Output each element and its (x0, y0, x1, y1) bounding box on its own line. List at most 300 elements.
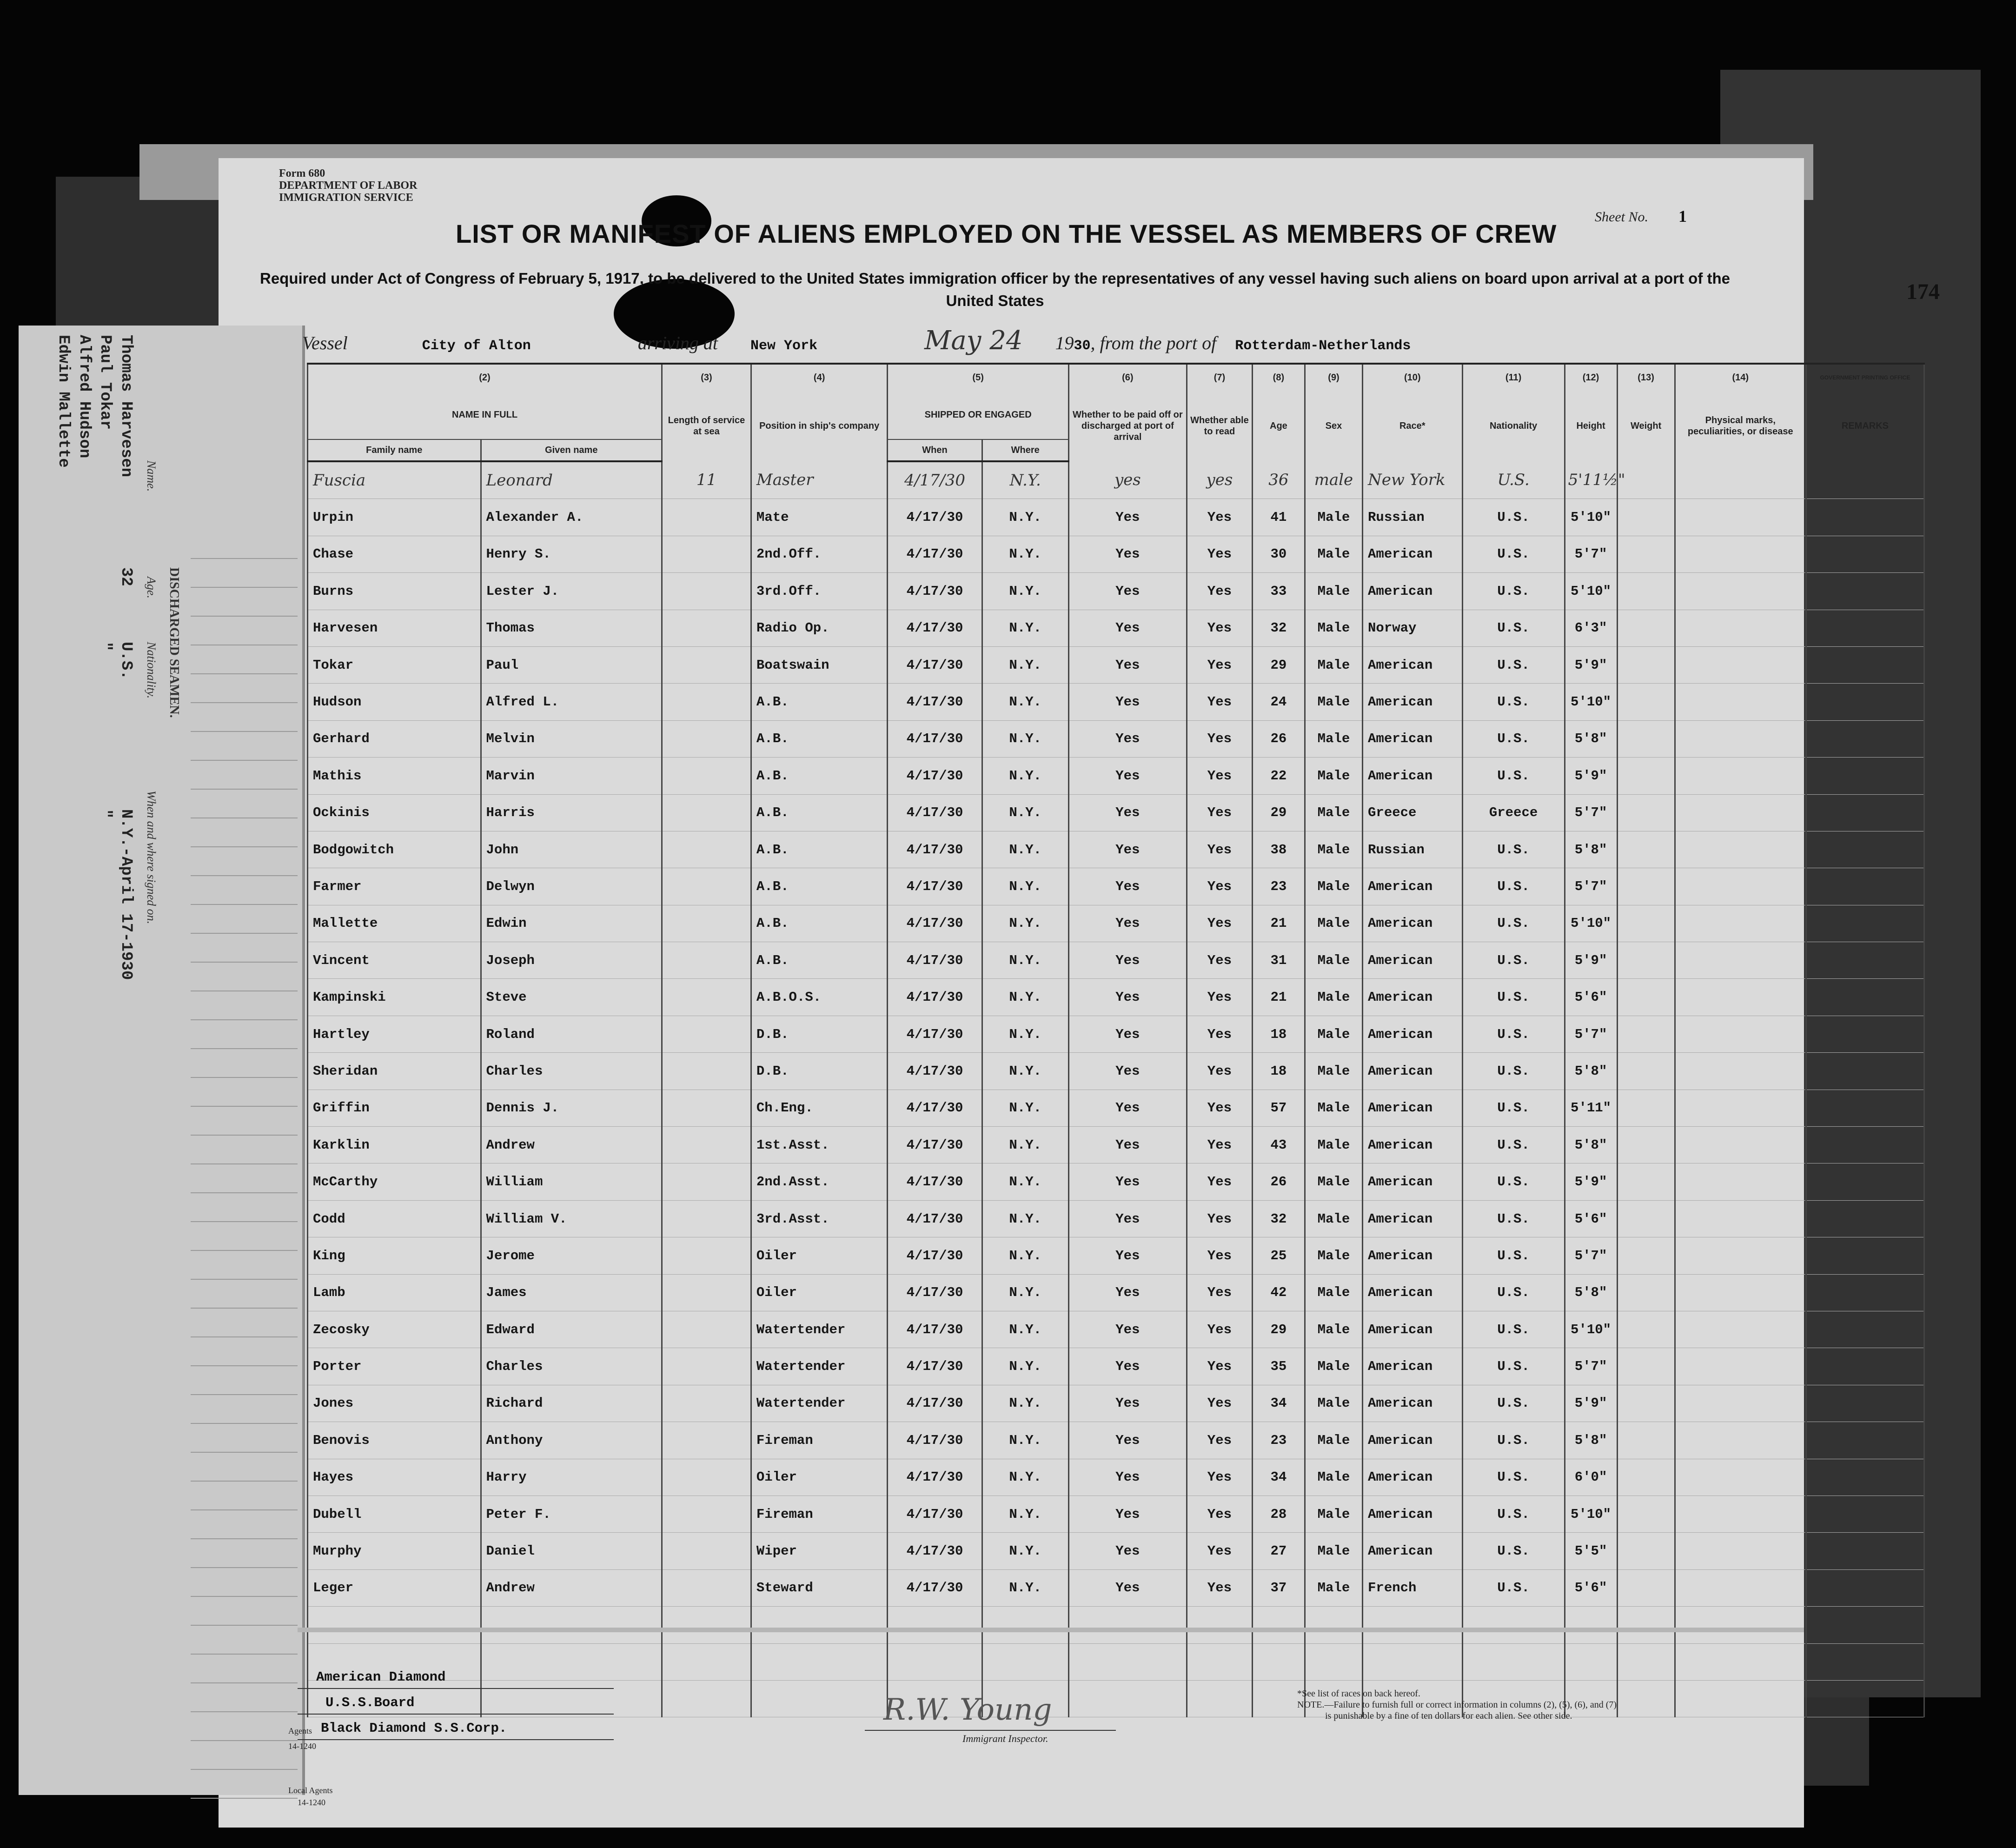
family-name-cell: Jones (308, 1385, 481, 1422)
gov-printing-office: GOVERNMENT PRINTING OFFICE (1806, 364, 1924, 390)
blank-cell (1068, 1680, 1187, 1717)
blank-cell (888, 1643, 982, 1680)
footer-line-3: Black Diamond S.S.Corp. (321, 1721, 507, 1736)
age-cell: 34 (1252, 1385, 1305, 1422)
header-shipped: SHIPPED OR ENGAGED (888, 390, 1068, 439)
crew-manifest-table (307, 363, 1925, 1717)
sex-cell: Male (1305, 610, 1362, 646)
family-name-cell: Kampinski (308, 979, 481, 1016)
blank-cell (1068, 1643, 1187, 1680)
service-cell (662, 1385, 751, 1422)
able-read-cell: Yes (1187, 758, 1252, 794)
sex-cell: Male (1305, 536, 1362, 572)
position-cell: Master (751, 461, 888, 499)
paid-off-cell: Yes (1068, 1569, 1187, 1606)
slip-name-4: Edwin Mallette (54, 335, 72, 468)
slip-name-3: Alfred Hudson (75, 335, 93, 459)
age-cell: 23 (1252, 1422, 1305, 1459)
physical-marks-cell (1675, 1274, 1806, 1311)
race-cell: American (1363, 684, 1462, 720)
when-cell: 4/17/30 (888, 905, 982, 942)
remarks-cell (1806, 1422, 1924, 1459)
header-family-name: Family name (308, 439, 481, 461)
form-code: 14-1240 (288, 1742, 316, 1751)
age-cell: 30 (1252, 536, 1305, 572)
blank-cell (1252, 1643, 1305, 1680)
when-cell: 4/17/30 (888, 1237, 982, 1274)
year: 30 (1074, 338, 1091, 354)
family-name-cell: King (308, 1237, 481, 1274)
age-cell: 32 (1252, 1200, 1305, 1237)
paid-off-cell: Yes (1068, 1311, 1187, 1348)
remarks-cell (1806, 1016, 1924, 1052)
where-cell: N.Y. (982, 758, 1068, 794)
where-cell: N.Y. (982, 1274, 1068, 1311)
nationality-cell: U.S. (1462, 1311, 1565, 1348)
remarks-cell (1806, 905, 1924, 942)
nationality-cell: U.S. (1462, 684, 1565, 720)
footer-rule-2 (298, 1714, 614, 1715)
where-cell: N.Y. (982, 1127, 1068, 1163)
family-name-cell: Fuscia (308, 461, 481, 499)
page-title: LIST OR MANIFEST OF ALIENS EMPLOYED ON THE VESSEL AS MEMBERS OF CREW (456, 219, 1557, 248)
given-name-cell: Charles (481, 1053, 662, 1090)
age-cell: 57 (1252, 1090, 1305, 1126)
position-cell: A.B. (751, 942, 888, 979)
table-row (308, 1348, 1924, 1385)
service-cell (662, 1127, 751, 1163)
height-cell: 5'10" (1565, 499, 1617, 536)
race-cell: American (1363, 1090, 1462, 1126)
where-cell: N.Y. (982, 646, 1068, 683)
service-cell (662, 1090, 751, 1126)
height-cell: 6'0" (1565, 1459, 1617, 1496)
header-remarks: REMARKS (1806, 390, 1924, 461)
height-cell: 5'10" (1565, 573, 1617, 610)
sex-cell: Male (1305, 573, 1362, 610)
physical-marks-cell (1675, 1090, 1806, 1126)
table-row (308, 831, 1924, 868)
race-cell: American (1363, 1163, 1462, 1200)
physical-marks-cell (1675, 1163, 1806, 1200)
remarks-cell (1806, 1533, 1924, 1569)
blank-cell (982, 1643, 1068, 1680)
age-cell: 35 (1252, 1348, 1305, 1385)
position-cell: D.B. (751, 1053, 888, 1090)
service-cell (662, 905, 751, 942)
race-cell: American (1363, 1496, 1462, 1532)
service-cell (662, 831, 751, 868)
given-name-cell: James (481, 1274, 662, 1311)
paid-off-cell: Yes (1068, 1422, 1187, 1459)
given-name-cell: Henry S. (481, 536, 662, 572)
able-read-cell: Yes (1187, 646, 1252, 683)
physical-marks-cell (1675, 1385, 1806, 1422)
sex-cell: Male (1305, 831, 1362, 868)
position-cell: A.B. (751, 758, 888, 794)
note-line-1: NOTE.—Failure to furnish full or correct information in columns (2), (5), (6), and (7) (1297, 1700, 1617, 1710)
height-cell: 5'6" (1565, 1200, 1617, 1237)
paid-off-cell: Yes (1068, 1127, 1187, 1163)
age-cell: 37 (1252, 1569, 1305, 1606)
physical-marks-cell (1675, 1016, 1806, 1052)
slip-title: DISCHARGED SEAMEN. (167, 567, 181, 718)
table-row (308, 461, 1924, 499)
remarks-cell (1806, 794, 1924, 831)
family-name-cell: Benovis (308, 1422, 481, 1459)
sex-cell: Male (1305, 1163, 1362, 1200)
position-cell: A.B. (751, 794, 888, 831)
where-cell: N.Y. (982, 573, 1068, 610)
position-cell: Fireman (751, 1496, 888, 1532)
paid-off-cell: Yes (1068, 1053, 1187, 1090)
nationality-cell: U.S. (1462, 461, 1565, 499)
given-name-cell: Joseph (481, 942, 662, 979)
family-name-cell: Urpin (308, 499, 481, 536)
position-cell: Watertender (751, 1311, 888, 1348)
height-cell: 5'9" (1565, 758, 1617, 794)
service-cell (662, 758, 751, 794)
race-cell: American (1363, 1274, 1462, 1311)
height-cell: 5'7" (1565, 1016, 1617, 1052)
slip-nationality-1: U.S. (117, 642, 135, 680)
able-read-cell: Yes (1187, 610, 1252, 646)
sex-cell: Male (1305, 684, 1362, 720)
remarks-cell (1806, 1090, 1924, 1126)
weight-cell (1617, 1459, 1675, 1496)
sex-cell: Male (1305, 1127, 1362, 1163)
given-name-cell: Peter F. (481, 1496, 662, 1532)
family-name-cell: Murphy (308, 1533, 481, 1569)
footer-line-1: American Diamond (316, 1669, 446, 1685)
sex-cell: Male (1305, 1053, 1362, 1090)
able-read-cell: Yes (1187, 720, 1252, 757)
sex-cell: Male (1305, 1459, 1362, 1496)
height-cell: 5'9" (1565, 646, 1617, 683)
race-cell: American (1363, 1385, 1462, 1422)
sex-cell: Male (1305, 794, 1362, 831)
given-name-cell: Harry (481, 1459, 662, 1496)
service-cell (662, 1459, 751, 1496)
where-cell: N.Y. (982, 720, 1068, 757)
race-cell: American (1363, 1237, 1462, 1274)
given-name-cell: Thomas (481, 610, 662, 646)
able-read-cell: Yes (1187, 1200, 1252, 1237)
race-cell: French (1363, 1569, 1462, 1606)
paid-off-cell: Yes (1068, 1348, 1187, 1385)
height-cell: 5'7" (1565, 536, 1617, 572)
page-subtitle: Required under Act of Congress of February 5, 1917, to be delivered to the United States immigration officer by the representatives of any vessel having such aliens on board upon arrival at a port of the United States (259, 270, 1730, 309)
given-name-cell: Daniel (481, 1533, 662, 1569)
physical-marks-cell (1675, 1127, 1806, 1163)
position-cell: Oiler (751, 1237, 888, 1274)
physical-marks-cell (1675, 610, 1806, 646)
weight-cell (1617, 610, 1675, 646)
height-cell: 5'8" (1565, 1127, 1617, 1163)
remarks-cell (1806, 831, 1924, 868)
physical-marks-cell (1675, 794, 1806, 831)
where-cell: N.Y. (982, 1569, 1068, 1606)
when-cell: 4/17/30 (888, 1496, 982, 1532)
service-cell (662, 1348, 751, 1385)
remarks-cell (1806, 536, 1924, 572)
height-cell: 5'10" (1565, 684, 1617, 720)
height-cell: 5'9" (1565, 1385, 1617, 1422)
note-line-2: is punishable by a fine of ten dollars for each alien. See other side. (1325, 1711, 1572, 1721)
physical-marks-cell (1675, 1348, 1806, 1385)
sex-cell: Male (1305, 905, 1362, 942)
nationality-cell: U.S. (1462, 1200, 1565, 1237)
family-name-cell: Mathis (308, 758, 481, 794)
age-cell: 21 (1252, 905, 1305, 942)
position-cell: A.B. (751, 868, 888, 905)
col-num-3: (3) (662, 364, 751, 390)
race-cell: American (1363, 868, 1462, 905)
sex-cell: Male (1305, 1200, 1362, 1237)
given-name-cell: Edward (481, 1311, 662, 1348)
age-cell: 26 (1252, 720, 1305, 757)
weight-cell (1617, 1200, 1675, 1237)
race-cell: American (1363, 758, 1462, 794)
sex-cell: Male (1305, 758, 1362, 794)
weight-cell (1617, 794, 1675, 831)
nationality-cell: U.S. (1462, 1237, 1565, 1274)
remarks-cell (1806, 979, 1924, 1016)
age-cell: 31 (1252, 942, 1305, 979)
physical-marks-cell (1675, 1311, 1806, 1348)
race-cell: Greece (1363, 794, 1462, 831)
sex-cell: Male (1305, 1569, 1362, 1606)
age-cell: 24 (1252, 684, 1305, 720)
position-cell: Oiler (751, 1274, 888, 1311)
remarks-cell (1806, 1385, 1924, 1422)
physical-marks-cell (1675, 1422, 1806, 1459)
family-name-cell: Mallette (308, 905, 481, 942)
col-num-13: (13) (1617, 364, 1675, 390)
given-name-cell: Charles (481, 1348, 662, 1385)
physical-marks-cell (1675, 905, 1806, 942)
height-cell: 5'11" (1565, 1090, 1617, 1126)
weight-cell (1617, 573, 1675, 610)
where-cell: N.Y. (982, 1200, 1068, 1237)
local-agents-label: Local Agents (288, 1786, 333, 1795)
sex-cell: Male (1305, 1496, 1362, 1532)
race-cell: American (1363, 1533, 1462, 1569)
age-cell: 25 (1252, 1237, 1305, 1274)
where-cell: N.Y. (982, 868, 1068, 905)
table-row (308, 1533, 1924, 1569)
paid-off-cell: Yes (1068, 1459, 1187, 1496)
height-cell: 5'8" (1565, 831, 1617, 868)
able-read-cell: Yes (1187, 684, 1252, 720)
height-cell: 5'5" (1565, 1533, 1617, 1569)
physical-marks-cell (1675, 758, 1806, 794)
service-cell (662, 536, 751, 572)
blank-cell (1068, 1607, 1187, 1643)
when-cell: 4/17/30 (888, 1163, 982, 1200)
remarks-cell (1806, 461, 1924, 499)
given-name-cell: William V. (481, 1200, 662, 1237)
family-name-cell: Ockinis (308, 794, 481, 831)
given-name-cell: Roland (481, 1016, 662, 1052)
when-cell: 4/17/30 (888, 794, 982, 831)
physical-marks-cell (1675, 831, 1806, 868)
weight-cell (1617, 1533, 1675, 1569)
slip-grid (191, 530, 298, 1758)
race-cell: American (1363, 1422, 1462, 1459)
remarks-cell (1806, 1348, 1924, 1385)
paid-off-cell: Yes (1068, 758, 1187, 794)
race-cell: American (1363, 536, 1462, 572)
blank-cell (1617, 1680, 1675, 1717)
given-name-cell: Steve (481, 979, 662, 1016)
given-name-cell: Alexander A. (481, 499, 662, 536)
given-name-cell: Delwyn (481, 868, 662, 905)
weight-cell (1617, 942, 1675, 979)
slip-name-2: Paul Tokar (96, 335, 114, 430)
position-cell: Radio Op. (751, 610, 888, 646)
table-row (308, 1569, 1924, 1606)
slip-signed-2: " (96, 809, 114, 819)
physical-marks-cell (1675, 1053, 1806, 1090)
weight-cell (1617, 868, 1675, 905)
race-cell: Russian (1363, 831, 1462, 868)
height-cell: 5'7" (1565, 1237, 1617, 1274)
age-cell: 36 (1252, 461, 1305, 499)
service-cell (662, 942, 751, 979)
family-name-cell: Hartley (308, 1016, 481, 1052)
nationality-cell: U.S. (1462, 1422, 1565, 1459)
when-cell: 4/17/30 (888, 1200, 982, 1237)
physical-marks-cell (1675, 1496, 1806, 1532)
nationality-cell: U.S. (1462, 831, 1565, 868)
height-cell: 5'7" (1565, 1348, 1617, 1385)
blank-cell (1363, 1607, 1462, 1643)
table-row (308, 1237, 1924, 1274)
family-name-cell: Burns (308, 573, 481, 610)
slip-age-1: 32 (117, 567, 135, 586)
where-cell: N.Y. (982, 499, 1068, 536)
service-cell (662, 573, 751, 610)
sex-cell: Male (1305, 1274, 1362, 1311)
age-cell: 34 (1252, 1459, 1305, 1496)
blank-cell (1806, 1680, 1924, 1717)
blank-cell (481, 1643, 662, 1680)
service-cell (662, 1274, 751, 1311)
given-name-cell: Andrew (481, 1127, 662, 1163)
paid-off-cell: Yes (1068, 1200, 1187, 1237)
when-cell: 4/17/30 (888, 831, 982, 868)
blank-cell (662, 1643, 751, 1680)
blank-row (308, 1643, 1924, 1680)
header-name-in-full: NAME IN FULL (308, 390, 662, 439)
table-row (308, 1200, 1924, 1237)
where-cell: N.Y. (982, 610, 1068, 646)
physical-marks-cell (1675, 461, 1806, 499)
given-name-cell: Leonard (481, 461, 662, 499)
col-num-10: (10) (1363, 364, 1462, 390)
able-read-cell: Yes (1187, 573, 1252, 610)
where-cell: N.Y. (982, 1533, 1068, 1569)
family-name-cell: Karklin (308, 1127, 481, 1163)
family-name-cell: Vincent (308, 942, 481, 979)
when-cell: 4/17/30 (888, 499, 982, 536)
form-number: Form 680 (279, 167, 325, 179)
sex-cell: Male (1305, 499, 1362, 536)
weight-cell (1617, 684, 1675, 720)
family-name-cell: Harvesen (308, 610, 481, 646)
where-cell: N.Y. (982, 1090, 1068, 1126)
weight-cell (1617, 1163, 1675, 1200)
col-num-7: (7) (1187, 364, 1252, 390)
physical-marks-cell (1675, 868, 1806, 905)
nationality-cell: U.S. (1462, 1090, 1565, 1126)
header-where: Where (982, 439, 1068, 461)
height-cell: 5'7" (1565, 868, 1617, 905)
age-cell: 27 (1252, 1533, 1305, 1569)
nationality-cell: U.S. (1462, 646, 1565, 683)
paid-off-cell: Yes (1068, 979, 1187, 1016)
where-cell: N.Y. (982, 1016, 1068, 1052)
able-read-cell: Yes (1187, 1127, 1252, 1163)
nationality-cell: U.S. (1462, 1053, 1565, 1090)
nationality-cell: U.S. (1462, 868, 1565, 905)
blank-cell (1305, 1607, 1362, 1643)
paid-off-cell: Yes (1068, 610, 1187, 646)
service: IMMIGRATION SERVICE (279, 192, 413, 204)
blank-cell (662, 1607, 751, 1643)
able-read-cell: Yes (1187, 1274, 1252, 1311)
family-name-cell: Bodgowitch (308, 831, 481, 868)
weight-cell (1617, 461, 1675, 499)
sex-cell: Male (1305, 1090, 1362, 1126)
where-cell: N.Y. (982, 1496, 1068, 1532)
nationality-cell: U.S. (1462, 905, 1565, 942)
when-cell: 4/17/30 (888, 1422, 982, 1459)
when-cell: 4/17/30 (888, 1385, 982, 1422)
race-cell: American (1363, 1311, 1462, 1348)
age-cell: 43 (1252, 1127, 1305, 1163)
position-cell: Watertender (751, 1348, 888, 1385)
header-nationality: Nationality (1462, 390, 1565, 461)
paid-off-cell: Yes (1068, 1496, 1187, 1532)
age-cell: 42 (1252, 1274, 1305, 1311)
inspector-label: Immigrant Inspector. (962, 1733, 1048, 1744)
service-cell (662, 1496, 751, 1532)
remarks-cell (1806, 1237, 1924, 1274)
paid-off-cell: Yes (1068, 794, 1187, 831)
physical-marks-cell (1675, 1200, 1806, 1237)
given-name-cell: Harris (481, 794, 662, 831)
age-cell: 26 (1252, 1163, 1305, 1200)
race-cell: American (1363, 942, 1462, 979)
able-read-cell: Yes (1187, 1237, 1252, 1274)
family-name-cell: Hudson (308, 684, 481, 720)
physical-marks-cell (1675, 646, 1806, 683)
able-read-cell: yes (1187, 461, 1252, 499)
table-row (308, 1016, 1924, 1052)
slip-col-name: Name. (145, 460, 158, 492)
table-row (308, 979, 1924, 1016)
footer-note (1297, 1688, 1617, 1722)
race-cell: American (1363, 1348, 1462, 1385)
weight-cell (1617, 1053, 1675, 1090)
able-read-cell: Yes (1187, 499, 1252, 536)
nationality-cell: U.S. (1462, 573, 1565, 610)
remarks-cell (1806, 1569, 1924, 1606)
position-cell: Wiper (751, 1533, 888, 1569)
col-num-2: (2) (308, 364, 662, 390)
